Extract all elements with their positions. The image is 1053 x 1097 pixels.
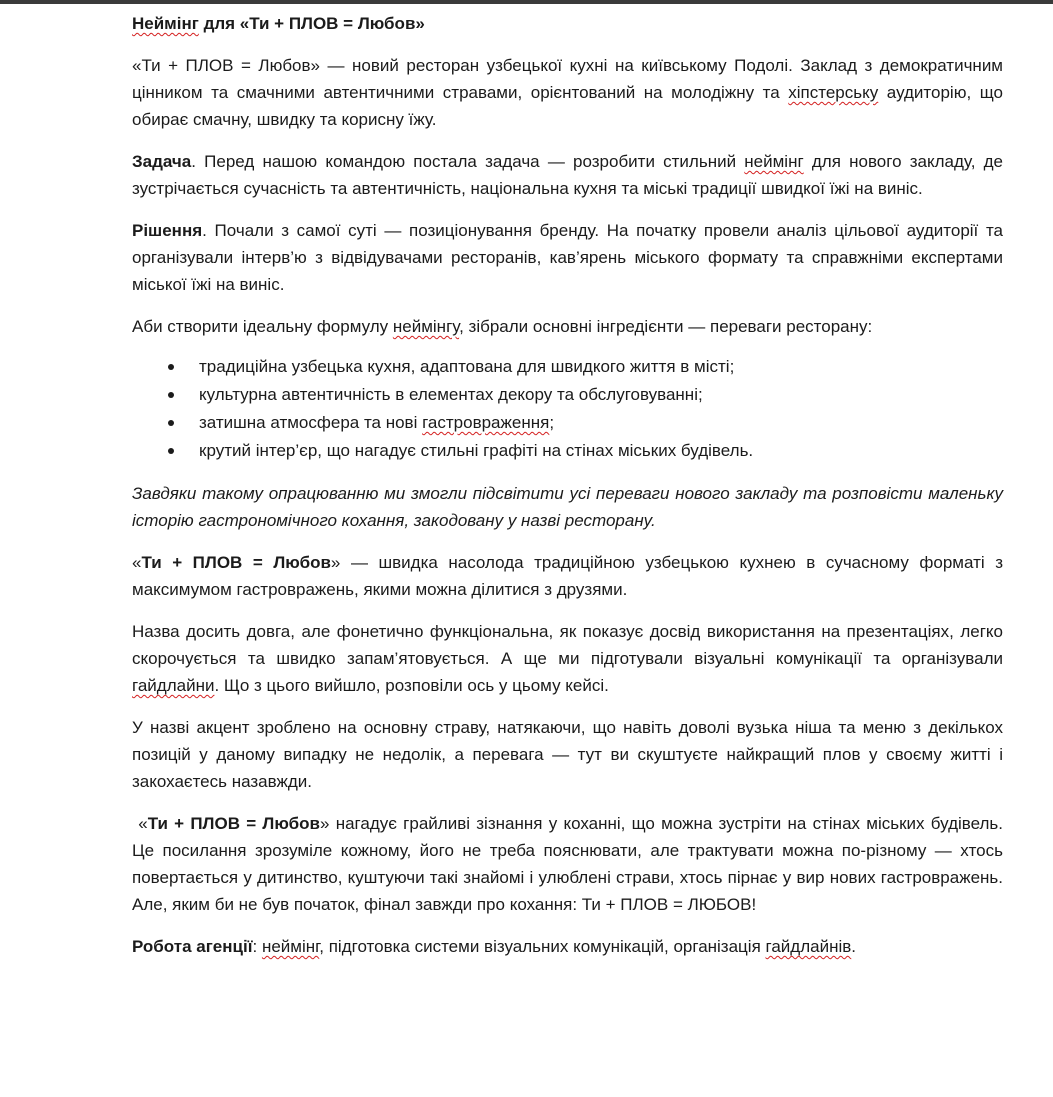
solution-paragraph [132, 217, 1003, 298]
bullet-icon [168, 392, 174, 398]
agency-paragraph [132, 933, 1003, 960]
reminds-text: нагадує грайливі зізнання у коханні, що можна зустріти на стінах міських будівель. Це посилання зрозуміле кожному, його не треба пояснювати, але трактувати можна по-різному — хтось повертається у дитинство, куштуючи такі знайомі і улюблені страви, хтось пірнає у вир нових гастровражень. Але, яким би не був початок, фінал завжди про кохання: Ти + ПЛОВ = ЛЮБОВ! [132, 814, 1004, 914]
italic-summary: Завдяки такому опрацюванню ми змогли підсвітити усі переваги нового закладу та розповісти маленьку історію гастрономічного кохання, закодовану у назві ресторану. [132, 484, 1003, 530]
brand-paragraph [132, 549, 1003, 603]
reminds-paragraph [132, 810, 1003, 918]
solution-text: . Почали з самої суті — позиціонування бренду. На початку провели аналіз цільової аудиторії та організували інтерв’ю з відвідувачами ресторанів, кав’ярень міського формату та справжніми експертами міської їжі на виніс. [132, 221, 1003, 294]
task-spell-word: неймінг [744, 152, 804, 171]
brand-quote-close: » [330, 553, 341, 572]
list-item-spell-word: гастровраження [422, 413, 550, 432]
bullet-icon [168, 364, 174, 370]
list-item [132, 437, 1003, 465]
name-text-2: . Що з цього вийшло, розповіли ось у цьому кейсі. [214, 676, 609, 695]
list-item-text: традиційна узбецька кухня, адаптована для швидкого життя в місті; [199, 357, 735, 376]
list-item-text: крутий інтер’єр, що нагадує стильні графіті на стінах міських будівель. [199, 441, 754, 460]
document-page [132, 10, 1003, 975]
list-item [132, 381, 1003, 409]
title-rest: для «Ти + ПЛОВ = Любов» [198, 14, 425, 33]
intro-text-2: аудиторію, що обирає смачну, швидку та корисну їжу. [132, 83, 1003, 129]
intro-spell-word: хіпстерську [788, 83, 879, 102]
agency-label: Робота агенції [132, 937, 253, 956]
brand-quote-open: « [132, 553, 142, 572]
formula-text-2: , зібрали основні інгредієнти — переваги ресторану: [459, 317, 873, 336]
brand-name: Ти + ПЛОВ = Любов [141, 553, 331, 572]
name-text-1: Назва досить довга, але фонетично функціональна, як показує досвід використання на презентаціях, легко скорочується та швидко запам’ятовується. А ще ми підготували візуальні комунікації та організували [132, 622, 1003, 668]
task-text-1: . Перед нашою командою постала задача — розробити стильний [191, 152, 745, 171]
reminds-quote-open: « [132, 814, 148, 833]
window-top-border [0, 0, 1053, 4]
reminds-brand-name: Ти + ПЛОВ = Любов [147, 814, 320, 833]
bullet-icon [168, 448, 174, 454]
intro-paragraph [132, 52, 1003, 133]
agency-colon: : [252, 937, 262, 956]
task-label: Задача [132, 152, 192, 171]
formula-spell-word: неймінгу [392, 317, 460, 336]
task-paragraph [132, 148, 1003, 202]
title-spell-word: Неймінг [132, 14, 199, 33]
name-spell-word: гайдлайни [132, 676, 215, 695]
list-item [132, 409, 1003, 437]
reminds-quote-close: » [319, 814, 330, 833]
agency-text: , підготовка системи візуальних комунікацій, організація [319, 937, 766, 956]
intro-text-1: «Ти + ПЛОВ = Любов» — новий ресторан узбецької кухні на київському Подолі. Заклад з демократичним цінником та смачними автентичними стравами, орієнтований на молодіжну та [132, 56, 1003, 102]
list-item [132, 353, 1003, 381]
agency-spell-word-2: гайдлайнів [765, 937, 852, 956]
list-item-text: затишна атмосфера та нові [199, 413, 423, 432]
accent-paragraph: У назві акцент зроблено на основну страву, натякаючи, що навіть доволі вузька ніша та меню з декількох позицій у даному випадку не недолік, а перевага — тут ви скуштуєте найкращий плов у своєму житті і закохаєтесь назавжди. [132, 718, 1003, 791]
brand-text: — швидка насолода традиційною узбецькою кухнею в сучасному форматі з максимумом гастровражень, якими можна ділитися з друзями. [132, 553, 1003, 599]
bullet-icon [168, 420, 174, 426]
list-item-text: культурна автентичність в елементах декору та обслуговуванні; [199, 385, 703, 404]
formula-text-1: Аби створити ідеальну формулу [132, 317, 393, 336]
name-paragraph [132, 618, 1003, 699]
agency-spell-word-1: неймінг [261, 937, 320, 956]
document-title [132, 10, 1003, 37]
formula-paragraph [132, 313, 1003, 340]
solution-label: Рішення [132, 221, 203, 240]
advantages-list [132, 353, 1003, 465]
agency-end: . [851, 937, 856, 956]
task-text-2: для нового закладу, де зустрічається сучасність та автентичність, національна кухня та міські традиції швидкої їжі на виніс. [132, 152, 1003, 198]
list-item-text-end: ; [549, 413, 555, 432]
